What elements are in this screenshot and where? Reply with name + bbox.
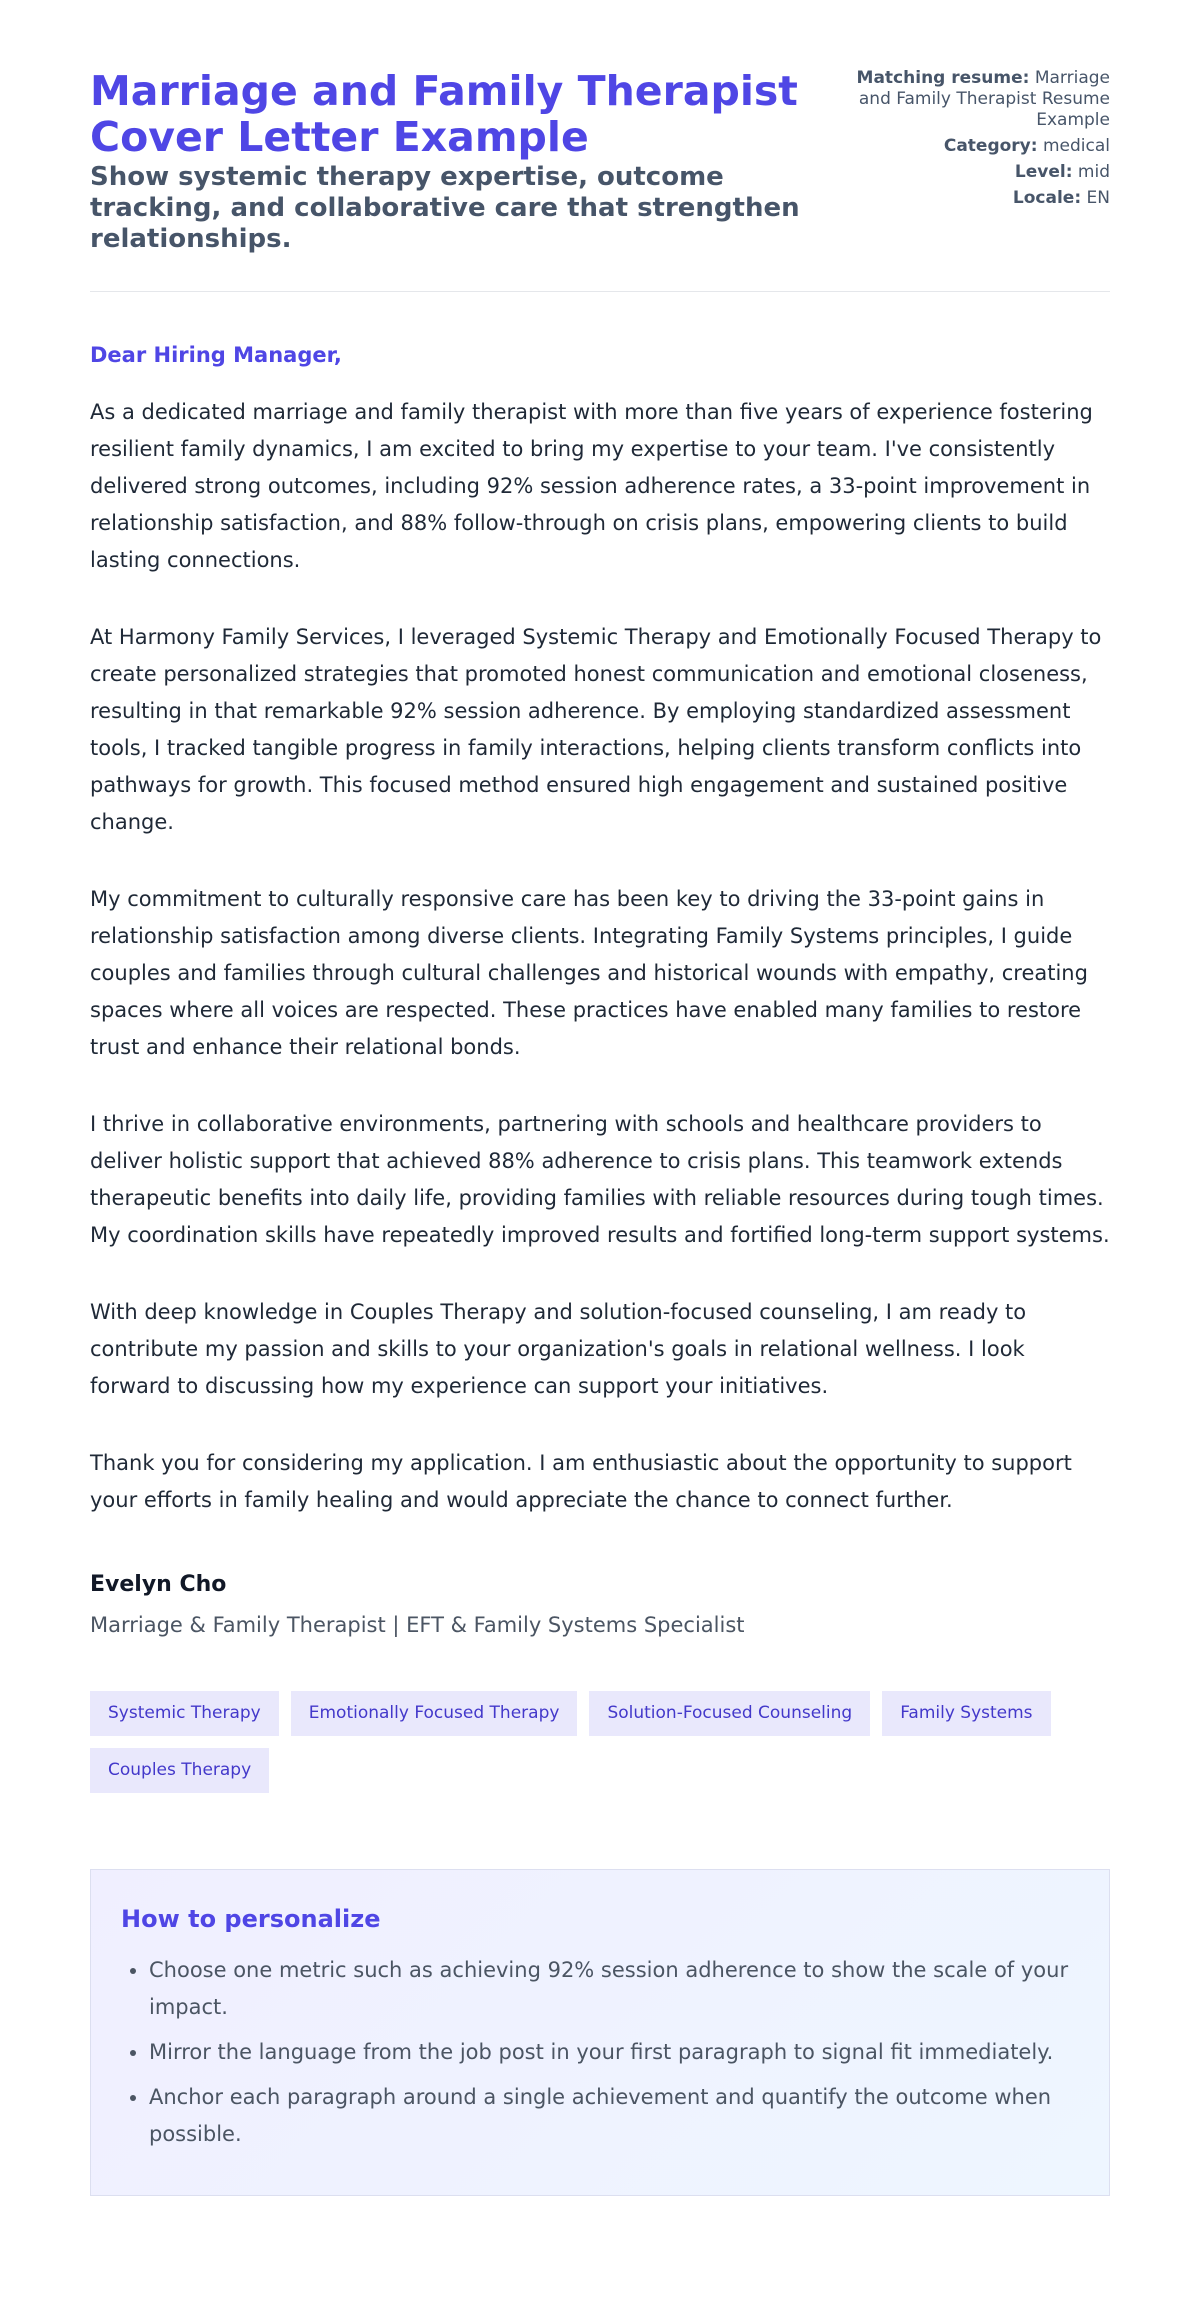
letter-paragraph: As a dedicated marriage and family therapist with more than five years of experience fostering resilient family dynamics, I am excited to bring my expertise to your team. I've consistently delivered strong outcomes, including 92% session adherence rates, a 33-point improvement in relationship satisfaction, and 88% follow-through on crisis plans, empowering clients to build lasting connections. xyxy=(90,400,1093,572)
page-subtitle: Show systemic therapy expertise, outcome tracking, and collaborative care that strengthen relationships. xyxy=(90,162,800,254)
skill-tag: Couples Therapy xyxy=(90,1748,269,1793)
salutation: Dear Hiring Manager, xyxy=(90,343,342,367)
skill-tag: Solution-Focused Counseling xyxy=(589,1691,870,1736)
letter-paragraph: My commitment to culturally responsive care has been key to driving the 33-point gains in relationship satisfaction among diverse clients. Integrating Family Systems principles, I guide couples and families through cultural challenges and historical wounds with empathy, creating spaces where all voices are respected. These practices have enabled many families to restore trust and enhance their relational bonds. xyxy=(90,887,1088,1059)
meta-category xyxy=(840,136,1110,157)
meta-locale xyxy=(840,188,1110,209)
title-block xyxy=(90,68,810,255)
tips-list xyxy=(121,1952,1079,2153)
meta-value: Marriage and Family Therapist Resume Example xyxy=(858,68,1110,130)
tip-item: • Anchor each paragraph around a single achievement and quantify the outcome when possible. xyxy=(149,2079,1079,2153)
meta-label: Category: xyxy=(943,136,1038,156)
personalize-tips-box xyxy=(90,1869,1110,2196)
signature-name: Evelyn Cho xyxy=(90,1572,227,1597)
signature-title: Marriage & Family Therapist | EFT & Family Systems Specialist xyxy=(90,1613,745,1637)
meta-label: Locale: xyxy=(1012,188,1082,208)
page-title: Marriage and Family Therapist Cover Letter Example xyxy=(90,67,798,161)
tip-item: • Choose one metric such as achieving 92% session adherence to show the scale of your impact. xyxy=(149,1952,1079,2026)
letter-paragraph: I thrive in collaborative environments, partnering with schools and healthcare providers to deliver holistic support that achieved 88% adherence to crisis plans. This teamwork extends therapeutic benefits into daily life, providing families with reliable resources during tough times. My coordination skills have repeatedly improved results and fortified long-term support systems. xyxy=(90,1112,1110,1247)
meta-matching-resume xyxy=(840,68,1110,131)
page-header xyxy=(90,68,1110,292)
meta-level xyxy=(840,162,1110,183)
skill-tag: Systemic Therapy xyxy=(90,1691,279,1736)
letter-paragraph: With deep knowledge in Couples Therapy and solution-focused counseling, I am ready to contribute my passion and skills to your organization's goals in relational wellness. I look forward to discussing how my experience can support your initiatives. xyxy=(90,1300,1027,1398)
tips-title: How to personalize xyxy=(121,1905,381,1933)
tip-item: • Mirror the language from the job post in your first paragraph to signal fit immediately. xyxy=(149,2034,1079,2071)
cover-letter-page xyxy=(90,0,1110,2256)
letter-body xyxy=(90,292,1110,1519)
meta-value: mid xyxy=(1077,162,1110,182)
skill-tag: Emotionally Focused Therapy xyxy=(291,1691,578,1736)
signature-block xyxy=(90,1571,1110,1639)
meta-label: Level: xyxy=(1014,162,1073,182)
meta-panel xyxy=(840,68,1110,214)
skill-tag: Family Systems xyxy=(882,1691,1050,1736)
skill-tags xyxy=(90,1691,1110,1793)
meta-label: Matching resume: xyxy=(856,68,1030,88)
meta-value: EN xyxy=(1086,188,1110,208)
meta-value: medical xyxy=(1042,136,1110,156)
letter-paragraph: At Harmony Family Services, I leveraged Systemic Therapy and Emotionally Focused Therapy to create personalized strategies that promoted honest communication and emotional closeness, resulting in that remarkable 92% session adherence. By employing standardized assessment tools, I tracked tangible progress in family interactions, helping clients transform conflicts into pathways for growth. This focused method ensured high engagement and sustained positive change. xyxy=(90,625,1102,834)
letter-paragraph: Thank you for considering my application. I am enthusiastic about the opportunity to support your efforts in family healing and would appreciate the chance to connect further. xyxy=(90,1451,1072,1512)
